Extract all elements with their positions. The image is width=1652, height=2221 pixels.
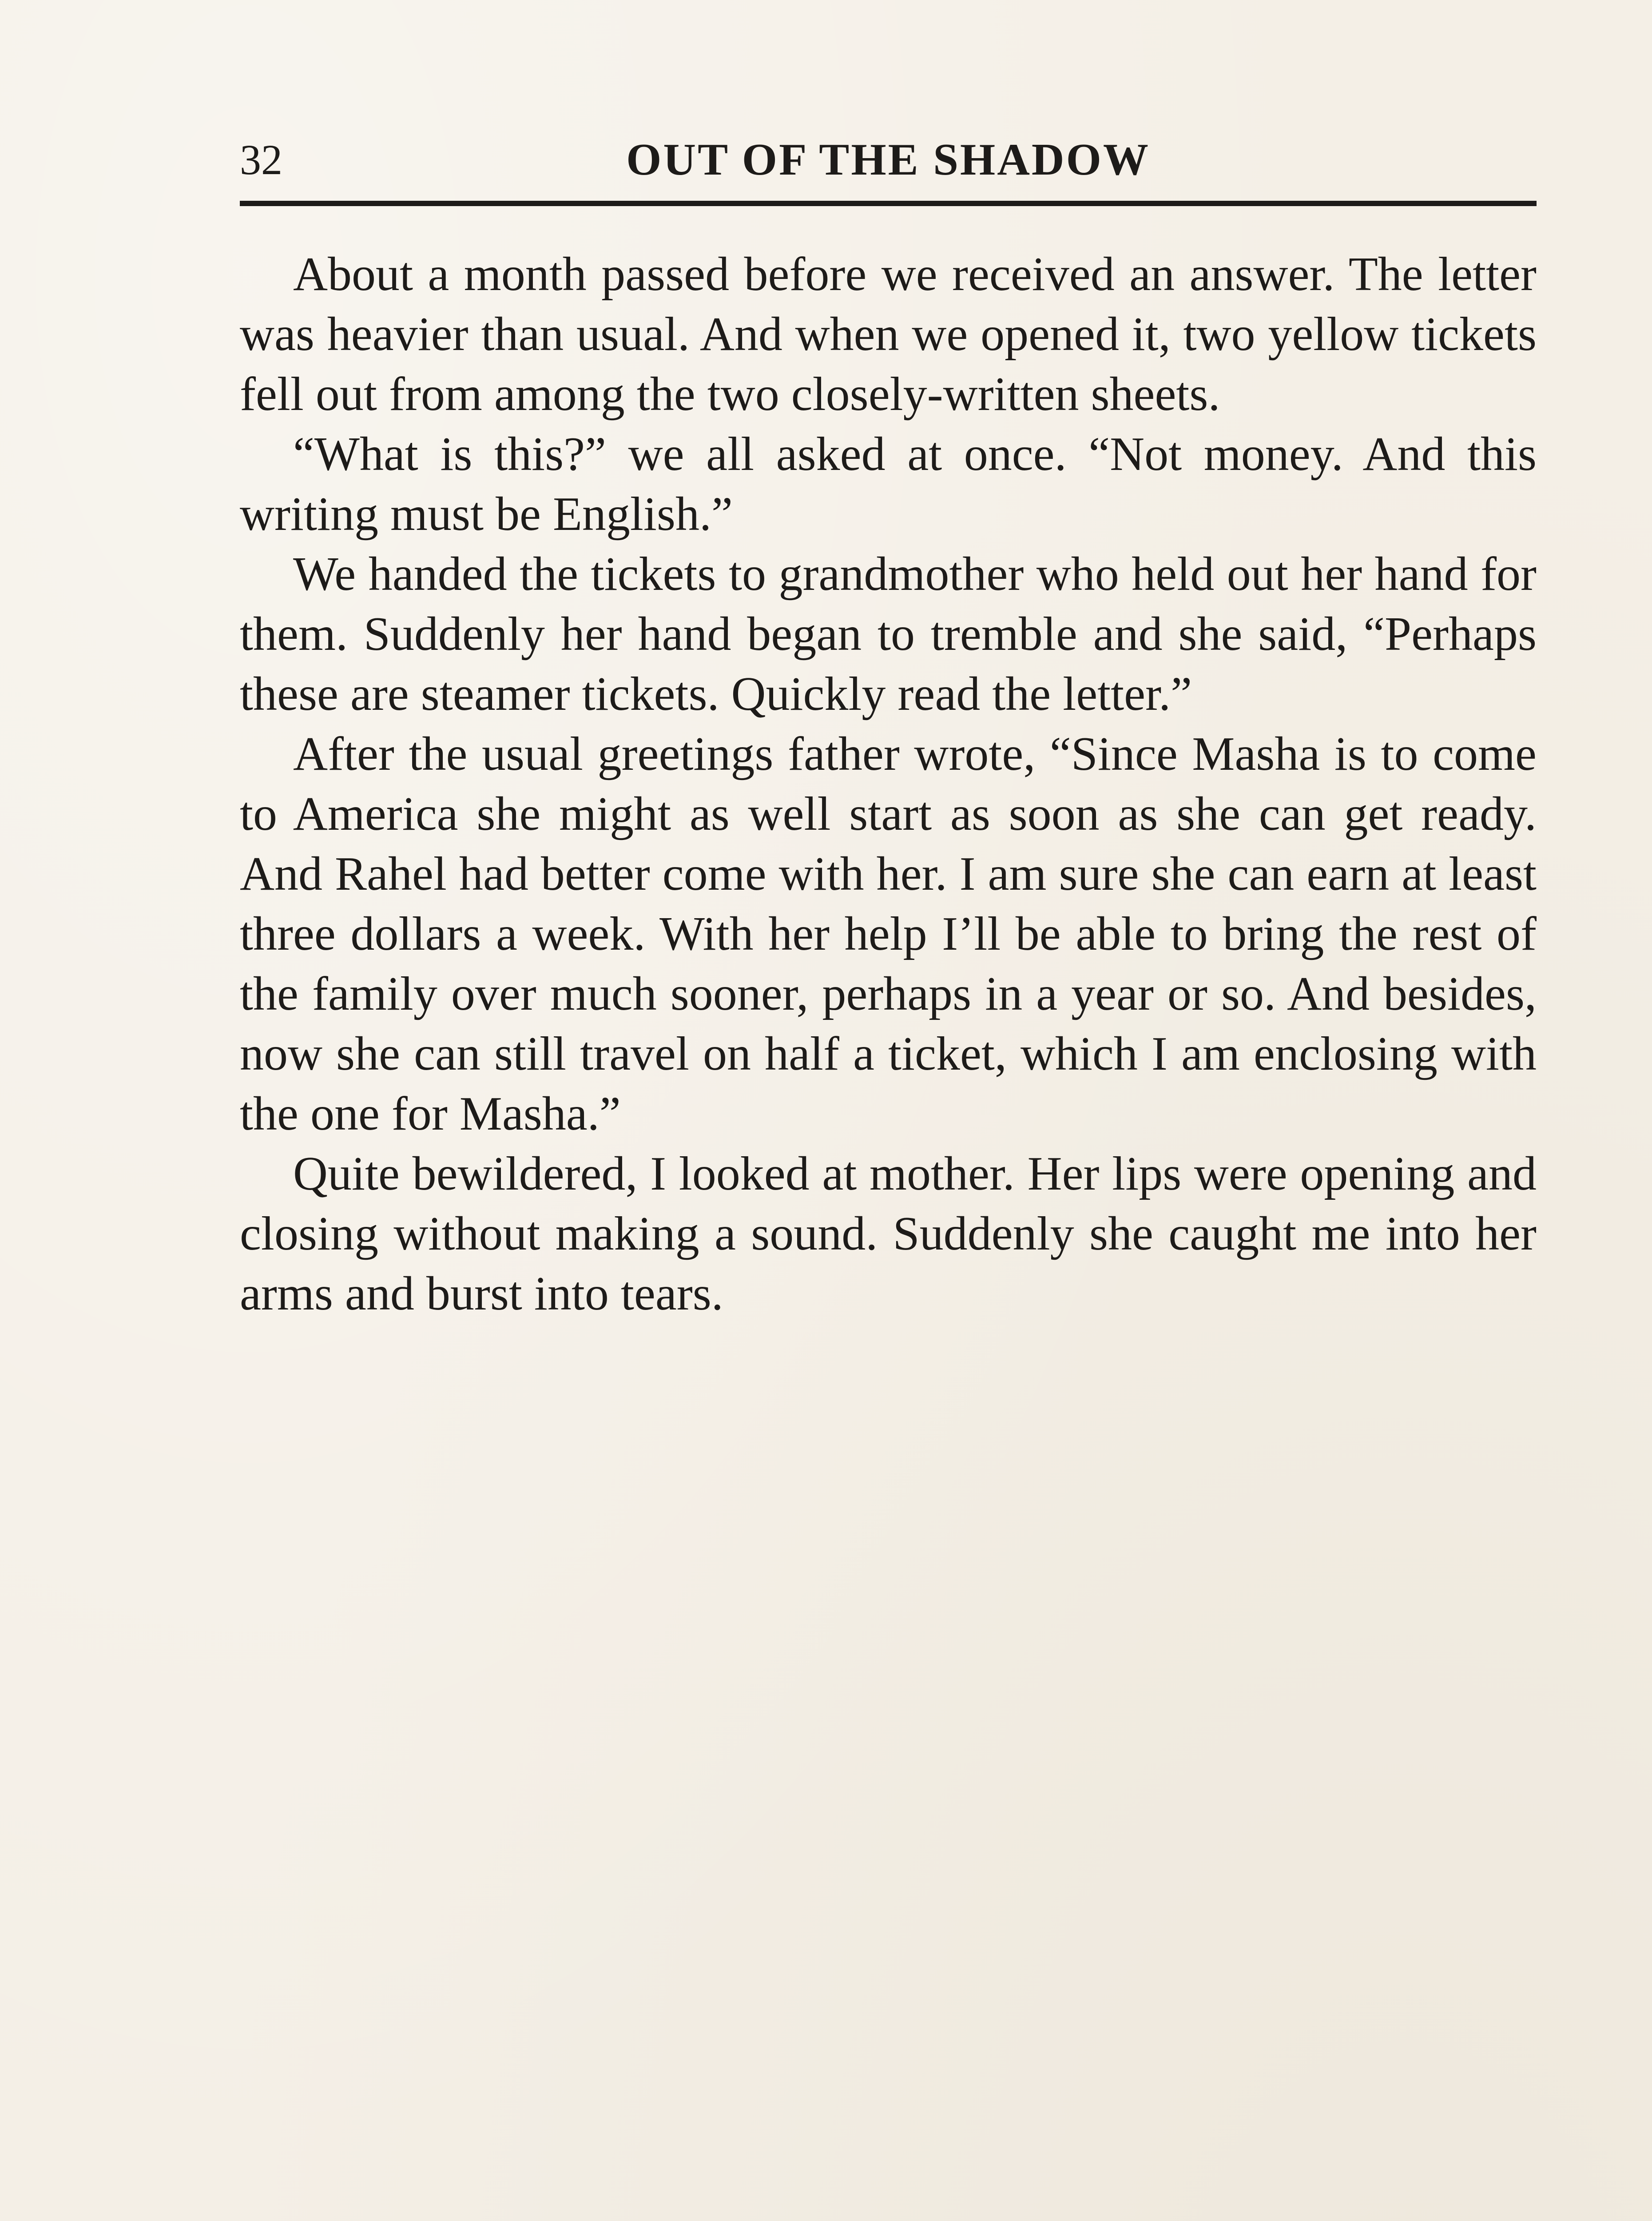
page-number: 32 bbox=[240, 136, 282, 183]
paragraph: About a month passed before we received an answer. The letter was heavier than usual. And when we opened it, two yellow tickets fell out from among the two closely-written sheets. bbox=[240, 248, 1537, 421]
paragraph: “What is this?” we all asked at once. “Not money. And this writing must be English.” bbox=[240, 428, 1537, 541]
running-title: OUT OF THE SHADOW bbox=[626, 135, 1150, 185]
paragraph: We handed the tickets to grandmother who held out her hand for them. Suddenly her hand began to tremble and she said, “Perhaps these are steamer tickets. Quickly read the letter.” bbox=[240, 548, 1537, 720]
running-head bbox=[240, 133, 1537, 187]
paragraph: Quite bewildered, I looked at mother. Her lips were opening and closing without making a sound. Suddenly she caught me into her arms and burst into tears. bbox=[240, 1147, 1537, 1320]
body-text bbox=[240, 244, 1537, 1324]
header-rule bbox=[240, 201, 1537, 206]
paragraph: After the usual greetings father wrote, “Since Masha is to come to America she might as well start as soon as she can get ready. And Rahel had better come with her. I am sure she can earn at least three dollars a week. With her help I’ll be able to bring the rest of the family over much sooner, perhaps in a year or so. And besides, now she can still travel on half a ticket, which I am enclosing with the one for Masha.” bbox=[240, 728, 1537, 1140]
